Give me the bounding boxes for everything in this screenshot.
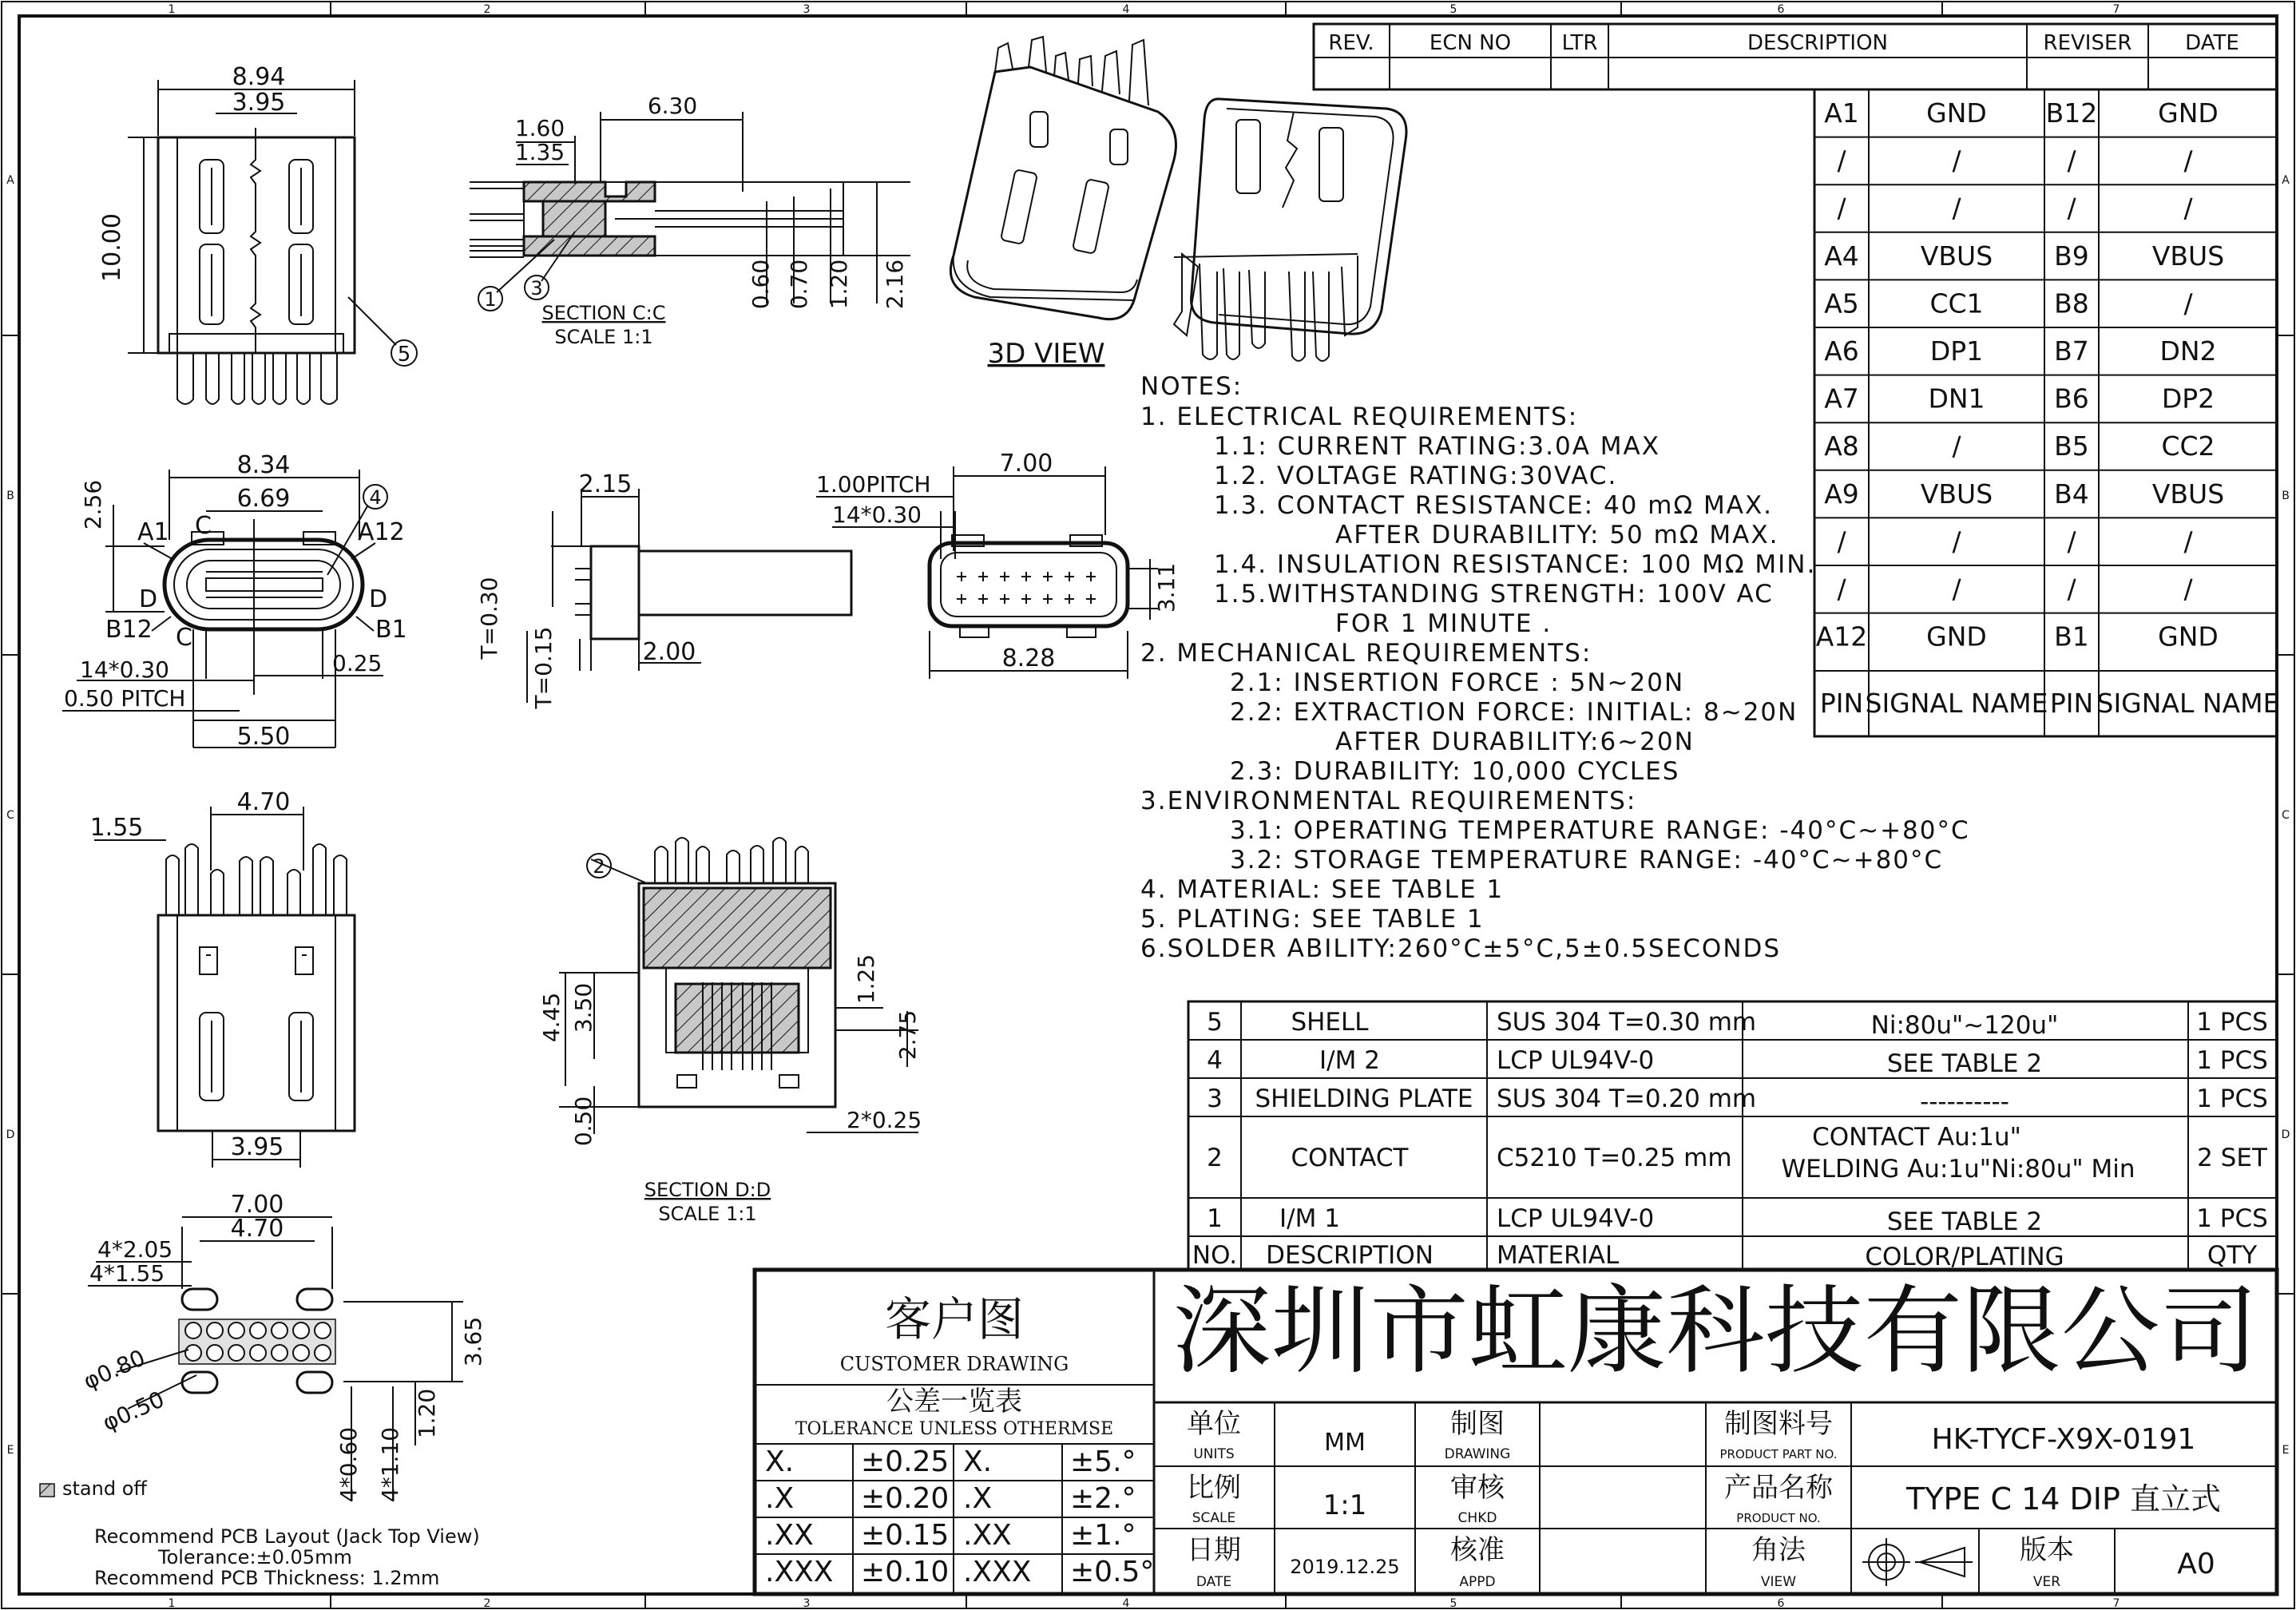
- customer-drawing-en: CUSTOMER DRAWING: [839, 1353, 1069, 1375]
- ver-en: VER: [2032, 1574, 2061, 1590]
- dim-cc-216: 2.16: [882, 259, 908, 310]
- pcb-hole: [228, 1322, 244, 1338]
- ecn-header: ECN NO: [1429, 31, 1512, 55]
- section-dd-title: SECTION D:D: [644, 1179, 771, 1201]
- dim-front-height: 10.00: [98, 213, 126, 282]
- pcb-caption-1: Recommend PCB Layout (Jack Top View): [94, 1525, 480, 1548]
- rev-header: REV.: [1328, 31, 1374, 55]
- description-header: DESCRIPTION: [1747, 31, 1888, 55]
- note-2-3: 2.3: DURABILITY: 10,000 CYCLES: [1230, 757, 1680, 786]
- dim-side-215: 2.15: [578, 470, 632, 498]
- pin-cell: A4: [1824, 240, 1859, 272]
- label-b1: B1: [375, 616, 407, 644]
- signal-header-2: SIGNAL NAME: [2096, 688, 2280, 719]
- section-dd-view: [538, 838, 922, 1225]
- tolerance-cell: ±0.20: [861, 1482, 950, 1515]
- notes-title: NOTES:: [1140, 372, 1243, 401]
- units-en: UNITS: [1193, 1446, 1235, 1462]
- view-cn: 角法: [1751, 1534, 1806, 1566]
- dim-end-1430: 14*0.30: [80, 656, 169, 683]
- bom-header-qty: QTY: [2207, 1241, 2258, 1270]
- pcb-layout: [40, 1191, 486, 1589]
- pin-cell: /: [1952, 573, 1961, 605]
- reviser-header: REVISER: [2043, 31, 2132, 55]
- note-5: 5. PLATING: SEE TABLE 1: [1140, 905, 1485, 934]
- note-6: 6.SOLDER ABILITY:260°C±5°C,5±0.5SECONDS: [1140, 934, 1782, 963]
- pcb-hole: [315, 1345, 331, 1361]
- appd-cn: 核准: [1450, 1534, 1505, 1566]
- pin-cell: /: [2067, 573, 2076, 605]
- chkd-cn: 审核: [1450, 1472, 1505, 1504]
- pin-table: [1814, 89, 2279, 736]
- ver-value: A0: [2177, 1548, 2215, 1580]
- units-cn: 单位: [1187, 1408, 1241, 1440]
- tolerance-cell: X.: [765, 1445, 795, 1478]
- bom-header-plating: COLOR/PLATING: [1865, 1243, 2064, 1271]
- bom-2-plating-2: WELDING Au:1u"Ni:80u" Min: [1781, 1155, 2135, 1184]
- third-angle-projection-icon: [1862, 1538, 1973, 1586]
- bom-5-plating: Ni:80u"~120u": [1870, 1011, 2059, 1040]
- rear-view: [90, 788, 355, 1168]
- pin-cell: /: [2183, 192, 2193, 224]
- pin-cell: DP1: [1929, 335, 1984, 367]
- tolerance-cell: ±0.15: [861, 1519, 950, 1552]
- dim-cc-070: 0.70: [786, 259, 812, 310]
- 3d-view: [950, 37, 1406, 370]
- dim-bot-828: 8.28: [1001, 644, 1056, 672]
- zone-col-2-top: 2: [483, 3, 491, 16]
- pcb-hole: [185, 1322, 201, 1338]
- bom-4-qty: 1 PCS: [2196, 1046, 2268, 1075]
- dim-end-025: 0.25: [332, 650, 383, 676]
- tolerance-cell: ±0.5°: [1070, 1556, 1155, 1588]
- zone-col-7-top: 7: [2112, 3, 2120, 16]
- note-2-2: 2.2: EXTRACTION FORCE: INITIAL: 8~20N: [1230, 698, 1798, 727]
- bom-5-material: SUS 304 T=0.30 mm: [1497, 1008, 1757, 1037]
- pin-cell: B1: [2054, 621, 2089, 652]
- drawing-en: DRAWING: [1444, 1446, 1511, 1462]
- tolerance-cell: .XX: [963, 1519, 1012, 1552]
- zone-col-3-bottom: 3: [803, 1597, 811, 1610]
- pin-cell: A6: [1824, 335, 1859, 367]
- dim-bot-pitch: 1.00PITCH: [816, 471, 931, 498]
- appd-en: APPD: [1459, 1574, 1496, 1590]
- zone-col-3-top: 3: [803, 3, 811, 16]
- pcb-caption-3: Recommend PCB Thickness: 1.2mm: [94, 1567, 440, 1589]
- drawing-cn: 制图: [1450, 1408, 1505, 1440]
- pin-cell: /: [2067, 192, 2076, 224]
- pin-cell: A1: [1824, 97, 1859, 129]
- label-c-bottom: C: [176, 624, 192, 652]
- side-view: [476, 470, 851, 709]
- zone-col-6-bottom: 6: [1777, 1597, 1785, 1610]
- pin-cell: VBUS: [2151, 240, 2225, 272]
- dim-dd-445: 4.45: [538, 992, 565, 1043]
- dim-dd-2025: 2*0.25: [847, 1107, 922, 1133]
- product-name-en: PRODUCT NO.: [1736, 1511, 1821, 1525]
- dim-dd-050: 0.50: [570, 1096, 597, 1147]
- pin-cell: VBUS: [2151, 478, 2225, 510]
- note-2-1: 2.1: INSERTION FORCE : 5N~20N: [1230, 668, 1685, 697]
- dim-pcb-365: 3.65: [460, 1316, 486, 1367]
- pcb-hole: [272, 1345, 287, 1361]
- bom-3-plating: ----------: [1920, 1088, 2009, 1116]
- tolerance-cell: ±0.25: [861, 1445, 950, 1478]
- signal-header-1: SIGNAL NAME: [1865, 688, 2048, 719]
- dim-end-550: 5.50: [236, 723, 291, 751]
- bom-3-material: SUS 304 T=0.20 mm: [1497, 1085, 1757, 1113]
- pin-cell: /: [2183, 573, 2193, 605]
- section-cc-title: SECTION C:C: [541, 302, 666, 324]
- pin-cell: B7: [2054, 335, 2089, 367]
- dim-pcb-470: 4.70: [230, 1215, 284, 1243]
- pin-cell: B5: [2054, 430, 2089, 462]
- stand-off-legend-icon: [40, 1484, 54, 1497]
- pin-cell: B4: [2054, 478, 2089, 510]
- label-a12: A12: [358, 518, 405, 546]
- bom-4-plating: SEE TABLE 2: [1886, 1049, 2043, 1078]
- tolerance-cell: .X: [963, 1482, 993, 1515]
- bom-5-qty: 1 PCS: [2196, 1008, 2268, 1037]
- pin-cell: B8: [2054, 288, 2089, 319]
- stand-off-label: stand off: [62, 1477, 147, 1500]
- dim-end-669: 6.69: [236, 485, 291, 513]
- zone-row-e-right: E: [2282, 1444, 2290, 1457]
- pin-cell: A8: [1824, 430, 1859, 462]
- bom-2-qty: 2 SET: [2197, 1144, 2267, 1172]
- pin-cell: /: [2183, 288, 2193, 319]
- pin-header-2: PIN: [2049, 688, 2094, 719]
- note-3-1: 3.1: OPERATING TEMPERATURE RANGE: -40°C~+80°C: [1230, 816, 1970, 845]
- end-view: [62, 451, 407, 751]
- product-name-value: TYPE C 14 DIP 直立式: [1906, 1481, 2221, 1517]
- note-1: 1. ELECTRICAL REQUIREMENTS:: [1140, 402, 1579, 431]
- dim-bot-311: 3.11: [1153, 562, 1180, 613]
- scale-value: 1:1: [1322, 1489, 1367, 1521]
- note-1-5-duration: FOR 1 MINUTE .: [1335, 609, 1552, 638]
- dim-pcb-4060: 4*0.60: [335, 1426, 362, 1503]
- bom-4-no: 4: [1207, 1046, 1223, 1075]
- dim-side-t015: T=0.15: [530, 626, 557, 709]
- dim-dd-350: 3.50: [570, 982, 597, 1033]
- bom-1-plating: SEE TABLE 2: [1886, 1208, 2043, 1236]
- bom-1-no: 1: [1207, 1204, 1223, 1233]
- bottom-pin-view: [816, 450, 1180, 679]
- bom-3-no: 3: [1207, 1085, 1223, 1113]
- note-1-1: 1.1: CURRENT RATING:3.0A MAX: [1214, 432, 1660, 461]
- bom-header-desc: DESCRIPTION: [1266, 1241, 1434, 1270]
- pin-cell: /: [1952, 525, 1961, 557]
- tolerance-cell: ±5.°: [1070, 1445, 1136, 1478]
- company-name: 深圳市虹康科技有限公司: [1172, 1276, 2258, 1387]
- dim-pcb-080: φ0.80: [79, 1344, 149, 1395]
- pin-cell: CC2: [2161, 430, 2215, 462]
- date-value: 2019.12.25: [1290, 1556, 1400, 1578]
- zone-col-2-bottom: 2: [483, 1597, 491, 1610]
- callout-5: 5: [397, 343, 411, 367]
- dim-rear-470: 4.70: [236, 788, 291, 816]
- pin-cell: DP2: [2161, 383, 2215, 414]
- bom-1-material: LCP UL94V-0: [1497, 1204, 1655, 1233]
- product-name-cn: 产品名称: [1724, 1472, 1833, 1504]
- zone-row-b-left: B: [6, 490, 14, 502]
- tolerance-cell: .XXX: [765, 1556, 834, 1588]
- dim-end-834: 8.34: [236, 451, 291, 479]
- dim-pcb-700: 7.00: [230, 1191, 284, 1219]
- pin-cell: VBUS: [1920, 478, 1993, 510]
- pin-cell: A12: [1815, 621, 1868, 652]
- dim-side-200: 2.00: [642, 638, 696, 666]
- note-2: 2. MECHANICAL REQUIREMENTS:: [1140, 639, 1592, 668]
- pin-cell: B6: [2054, 383, 2089, 414]
- pin-cell: /: [2067, 145, 2076, 176]
- pin-cell: /: [1837, 573, 1846, 605]
- pin-cell: A5: [1824, 288, 1859, 319]
- callout-1: 1: [484, 288, 497, 311]
- note-3: 3.ENVIRONMENTAL REQUIREMENTS:: [1140, 787, 1637, 815]
- part-no-value: HK-TYCF-X9X-0191: [1931, 1423, 2196, 1456]
- date-cn: 日期: [1187, 1534, 1241, 1566]
- label-b12: B12: [105, 616, 153, 644]
- note-1-4: 1.4. INSULATION RESISTANCE: 100 MΩ MIN.: [1214, 550, 1817, 579]
- tolerance-cell: X.: [963, 1445, 993, 1478]
- dim-cc-160: 1.60: [514, 115, 565, 141]
- label-d-right: D: [369, 585, 388, 613]
- pcb-hole: [293, 1322, 309, 1338]
- bom-table: [1188, 1001, 2277, 1271]
- dim-front-pitch: 3.95: [232, 89, 286, 117]
- pin-cell: CC1: [1929, 288, 1984, 319]
- tolerance-cell: .X: [765, 1482, 795, 1515]
- pin-table-rows: [1814, 97, 2277, 652]
- tolerance-cell: ±0.10: [861, 1556, 950, 1588]
- note-1-3: 1.3. CONTACT RESISTANCE: 40 mΩ MAX.: [1214, 491, 1774, 520]
- section-cc-view: [470, 93, 910, 348]
- label-d-left: D: [139, 585, 158, 613]
- pin-cell: B9: [2054, 240, 2089, 272]
- chkd-en: CHKD: [1457, 1510, 1497, 1526]
- dim-pcb-4205: 4*2.05: [97, 1236, 173, 1263]
- part-no-en: PRODUCT PART NO.: [1719, 1447, 1838, 1461]
- dim-bot-700: 7.00: [999, 450, 1053, 478]
- pin-cell: A7: [1824, 383, 1859, 414]
- pin-cell: /: [1952, 430, 1961, 462]
- bom-4-desc: I/M 2: [1319, 1046, 1380, 1075]
- pin-header-1: PIN: [1819, 688, 1864, 719]
- date-header: DATE: [2185, 31, 2239, 55]
- note-2-2-after: AFTER DURABILITY:6~20N: [1335, 728, 1695, 756]
- pcb-hole: [228, 1345, 244, 1361]
- note-1-3-after: AFTER DURABILITY: 50 mΩ MAX.: [1335, 521, 1779, 549]
- dim-end-pitch: 0.50 PITCH: [64, 685, 186, 712]
- bom-2-no: 2: [1207, 1144, 1223, 1172]
- dim-rear-395: 3.95: [230, 1133, 284, 1161]
- pcb-hole: [207, 1322, 223, 1338]
- pin-cell: A9: [1824, 478, 1859, 510]
- dim-side-t030: T=0.30: [476, 577, 502, 660]
- tolerance-cn: 公差一览表: [886, 1386, 1022, 1418]
- view-en: VIEW: [1760, 1574, 1797, 1590]
- units-value: MM: [1324, 1429, 1366, 1457]
- bom-1-desc: I/M 1: [1279, 1204, 1340, 1233]
- bom-5-desc: SHELL: [1291, 1008, 1369, 1037]
- pcb-hole: [315, 1322, 331, 1338]
- zone-col-6-top: 6: [1777, 3, 1785, 16]
- dim-pcb-4155: 4*1.55: [89, 1260, 165, 1287]
- pin-cell: /: [1837, 145, 1846, 176]
- revision-block: [1314, 24, 2277, 89]
- zone-row-b-right: B: [2282, 490, 2290, 502]
- view-3d-title: 3D VIEW: [987, 338, 1105, 370]
- pcb-hole: [250, 1322, 266, 1338]
- tolerance-en: TOLERANCE UNLESS OTHERMSE: [795, 1419, 1114, 1439]
- ltr-header: LTR: [1561, 31, 1598, 55]
- zone-col-4-top: 4: [1122, 3, 1130, 16]
- callout-4: 4: [369, 486, 382, 509]
- note-4: 4. MATERIAL: SEE TABLE 1: [1140, 875, 1505, 904]
- note-1-5: 1.5.WITHSTANDING STRENGTH: 100V AC: [1214, 580, 1774, 609]
- dim-dd-275: 2.75: [894, 1009, 921, 1061]
- pin-cell: DN1: [1928, 383, 1985, 414]
- bom-header-material: MATERIAL: [1497, 1241, 1620, 1270]
- pin-cell: GND: [1926, 97, 1987, 129]
- zone-col-5-bottom: 5: [1449, 1597, 1457, 1610]
- front-view: [98, 63, 417, 404]
- title-block: [755, 1270, 2277, 1594]
- scale-en: SCALE: [1192, 1510, 1236, 1526]
- tolerance-cell: ±1.°: [1070, 1519, 1136, 1552]
- pin-cell: /: [1837, 525, 1846, 557]
- bom-2-desc: CONTACT: [1291, 1144, 1409, 1172]
- dim-bot-1430: 14*0.30: [832, 502, 922, 528]
- tolerance-cell: .XXX: [963, 1556, 1032, 1588]
- customer-drawing-cn: 客户图: [884, 1292, 1025, 1346]
- zone-col-5-top: 5: [1449, 3, 1457, 16]
- section-dd-scale: SCALE 1:1: [658, 1203, 757, 1225]
- zone-row-a-left: A: [6, 174, 14, 187]
- zone-col-7-bottom: 7: [2112, 1597, 2120, 1610]
- dim-dd-125: 1.25: [853, 954, 879, 1005]
- pin-cell: /: [1837, 192, 1846, 224]
- scale-cn: 比例: [1187, 1472, 1241, 1504]
- date-en: DATE: [1196, 1574, 1232, 1590]
- pin-cell: GND: [1926, 621, 1987, 652]
- zone-col-1-bottom: 1: [168, 1597, 176, 1610]
- pcb-hole: [272, 1322, 287, 1338]
- dim-pcb-120: 1.20: [414, 1388, 440, 1439]
- zone-row-e-left: E: [6, 1444, 14, 1457]
- pcb-hole: [207, 1345, 223, 1361]
- dim-front-width: 8.94: [232, 63, 286, 91]
- pin-cell: GND: [2158, 621, 2219, 652]
- zone-col-4-bottom: 4: [1122, 1597, 1130, 1610]
- pin-dot-grid: [957, 572, 1096, 604]
- bom-2-plating-1: CONTACT Au:1u": [1812, 1123, 2021, 1152]
- pin-cell: /: [2183, 525, 2193, 557]
- bom-2-material: C5210 T=0.25 mm: [1497, 1144, 1732, 1172]
- section-cc-scale: SCALE 1:1: [554, 326, 653, 348]
- pin-cell: B12: [2045, 97, 2098, 129]
- note-3-2: 3.2: STORAGE TEMPERATURE RANGE: -40°C~+80°C: [1230, 846, 1944, 874]
- dim-pcb-050: φ0.50: [98, 1386, 169, 1437]
- dim-cc-060: 0.60: [747, 259, 774, 310]
- callout-2: 2: [593, 855, 605, 878]
- tolerance-cell: .XX: [765, 1519, 814, 1552]
- pcb-hole: [250, 1345, 266, 1361]
- bom-4-material: LCP UL94V-0: [1497, 1046, 1655, 1075]
- pin-cell: /: [2067, 525, 2076, 557]
- pin-cell: /: [1952, 192, 1961, 224]
- zone-row-a-right: A: [2282, 174, 2290, 187]
- tolerance-cell: ±2.°: [1070, 1482, 1136, 1515]
- dim-cc-120: 1.20: [826, 259, 852, 310]
- bom-5-no: 5: [1207, 1008, 1223, 1037]
- pin-cell: VBUS: [1920, 240, 1993, 272]
- zone-row-d-left: D: [6, 1128, 15, 1141]
- label-a1: A1: [137, 518, 169, 546]
- pcb-hole: [293, 1345, 309, 1361]
- pcb-caption-2: Tolerance:±0.05mm: [158, 1546, 352, 1568]
- note-1-2: 1.2. VOLTAGE RATING:30VAC.: [1214, 462, 1618, 490]
- bom-3-qty: 1 PCS: [2196, 1085, 2268, 1113]
- zone-col-1-top: 1: [168, 3, 176, 16]
- dim-end-256: 2.56: [80, 479, 106, 530]
- label-c-top: C: [195, 512, 212, 540]
- dim-cc-630: 6.30: [647, 93, 698, 119]
- dim-cc-135: 1.35: [514, 139, 565, 165]
- zone-row-d-right: D: [2281, 1128, 2290, 1141]
- callout-3: 3: [530, 277, 543, 299]
- pin-cell: DN2: [2159, 335, 2217, 367]
- part-no-cn: 制图料号: [1724, 1408, 1833, 1440]
- pcb-hole: [185, 1345, 201, 1361]
- pin-cell: /: [1952, 145, 1961, 176]
- pin-cell: GND: [2158, 97, 2219, 129]
- ver-cn: 版本: [2020, 1534, 2074, 1566]
- zone-row-c-right: C: [2282, 809, 2290, 822]
- pin-cell: /: [2183, 145, 2193, 176]
- dim-rear-155: 1.55: [89, 814, 144, 842]
- zone-row-c-left: C: [6, 809, 14, 822]
- bom-header-no: NO.: [1192, 1241, 1238, 1270]
- bom-1-qty: 1 PCS: [2196, 1204, 2268, 1233]
- dim-pcb-4110: 4*1.10: [377, 1426, 403, 1503]
- bom-3-desc: SHIELDING PLATE: [1255, 1085, 1473, 1113]
